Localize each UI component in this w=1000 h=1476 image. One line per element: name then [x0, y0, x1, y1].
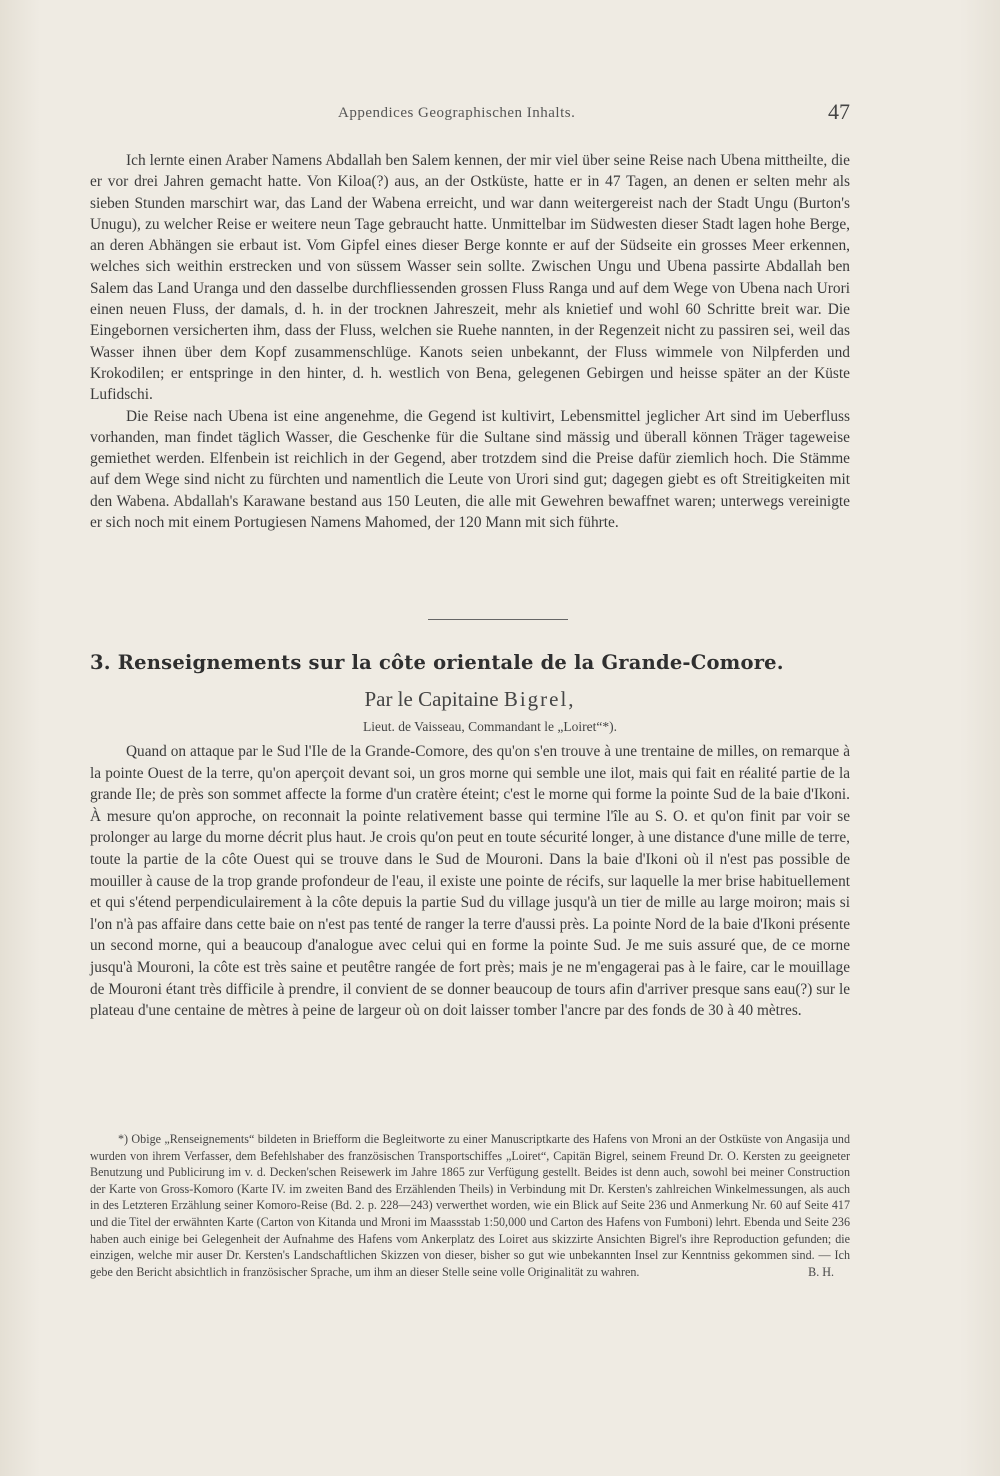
footnote-text: *) Obige „Renseignements“ bildeten in Briefform die Begleitworte zu einer Manuscriptkarte des Hafens von Mroni an der Ostküste von Angasija und wurden von ihrem Verfasser, dem Befehlshaber des französischen Transportschiffes „Loiret“, Capitän Bigrel, seinem Freund Dr. O. Kersten zu geeigneter Benutzung und Publicirung im v. d. Decken'schen Reisewerk im Jahre 1865 zur Verfügung gestellt. Beides ist denn auch, sowohl bei meiner Construction der Karte von Gross-Komoro (Karte IV. im zweiten Band des Erzählenden Theils) in Verbindung mit Dr. Kersten's zahlreichen Winkelmessungen, als auch in des Letzteren Erzählung seiner Komoro-Reise (Bd. 2. p. 228—243) verwerthet worden, wie ein Blick auf Seite 236 und Anmerkung Nr. 60 auf Seite 417 und die Titel der erwähnten Karte (Carton von Kitanda und Mroni im Maassstab 1:50,000 und Carton des Hafens von Fumboni) lehrt. Ebenda und Seite 236 haben auch einige bei Gelegenheit der Aufnahme des Hafens vom Ankerplatz des Loiret aus skizzirte Ansichten Bigrel's ihre Reproduction gefunden; die einzigen, welche mir auser Dr. Kersten's Landschaftlichen Skizzen von dieser, bisher so gut wie unbekannten Insel zur Kenntniss gekommen sind. — Ich gebe den Bericht absichtlich in französischer Sprache, um ihm an dieser Stelle seine volle Originalität zu wahren.: [90, 1132, 850, 1279]
german-text-block: [90, 150, 850, 533]
byline-prefix: Par le Capitaine: [364, 687, 499, 711]
footnote: [90, 1131, 850, 1280]
paragraph: Quand on attaque par le Sud l'Ile de la Grande-Comore, des qu'on s'en trouve à une trentaine de milles, on remarque à la pointe Ouest de la terre, qu'on aperçoit devant soi, un gros morne qui semble une ilot, mais qui fait en réalité partie de la grande Ile; de près son sommet affecte la forme d'un cratère éteint; c'est le morne qui forme la pointe Sud de la baie d'Ikoni. À mesure qu'on approche, on reconnait la pointe relativement basse qui termine l'île au S. O. et qu'on finit par voir se prolonger au large du morne décrit plus haut. Je crois qu'on peut en toute sécurité longer, à une distance d'une mille de terre, toute la partie de la côte Ouest qui se trouve dans le Sud de Mouroni. Dans la baie d'Ikoni où il n'est pas possible de mouiller à cause de la trop grande profondeur de l'eau, il existe une pointe de récifs, sur laquelle la mer brise habituellement et qui s'étend perpendiculairement à la côte depuis la partie Sud du village jusqu'à un tier de mille au large moiron; mais si l'on n'à pas affaire dans cette baie on n'est pas tenté de ranger la terre d'aussi près. La pointe Nord de la baie d'Ikoni présente un second morne, qui a beaucoup d'analogue avec celui qui en forme la pointe Sud. Je me suis assuré que, de ce morne jusqu'à Mouroni, la côte est très saine et peutêtre rangée de fort près; mais je ne m'engagerai pas à le faire, car le mouillage de Mouroni étant très difficile à prendre, il convient de se donner beaucoup de tours afin d'arriver presque sans eau(?) sur le plateau d'une centaine de mètres à peine de largeur où on doit laisser tomber l'ancre par des fonds de 30 à 40 mètres.: [90, 743, 850, 1020]
byline: [90, 687, 850, 712]
french-text-block: [90, 741, 850, 1022]
page-header: [90, 99, 850, 133]
author-rank: Lieut. de Vaisseau, Commandant le „Loiret“*).: [363, 719, 617, 734]
author-name: Bigrel,: [503, 687, 576, 711]
running-head: Appendices Geographischen Inhalts.: [338, 105, 576, 121]
section-divider: [428, 619, 568, 620]
paragraph: Die Reise nach Ubena ist eine angenehme, die Gegend ist kultivirt, Lebensmittel jeglicher Art sind im Ueberfluss vorhanden, man findet täglich Wasser, die Geschenke für die Sultane sind mässig und überall können Träger tageweise gemiethet werden. Elfenbein ist reichlich in der Gegend, aber trotzdem sind die Preise dafür ziemlich hoch. Die Stämme auf dem Wege sind nicht zu fürchten und namentlich die Leute von Urori sind gut; dagegen giebt es oft Streitigkeiten mit den Wabena. Abdallah's Karawane bestand aus 150 Leuten, die alle mit Gewehren bewaffnet waren; unterwegs vereinigte er sich noch mit einem Portugiesen Namens Mahomed, der 120 Mann mit sich führte.: [90, 407, 850, 532]
section-title: 3. Renseignements sur la côte orientale de la Grande-Comore.: [90, 651, 784, 674]
page-number: 47: [828, 99, 850, 124]
paragraph: Ich lernte einen Araber Namens Abdallah ben Salem kennen, der mir viel über seine Reise nach Ubena mittheilte, die er vor drei Jahren gemacht hatte. Von Kiloa(?) aus, an der Ostküste, hatte er in 47 Tagen, an denen er selten mehr als sieben Stunden marschirt war, das Land der Wabena erreicht, und war dann weitergereist nach der Stadt Ungu (Burton's Unugu), zu welcher Reise er weitere neun Tage gebraucht hatte. Unmittelbar im Südwesten dieser Stadt lagen hohe Berge, an deren Abhängen sie erbaut ist. Vom Gipfel eines dieser Berge konnte er auf der Südseite ein grosses Meer erkennen, welches sich weithin erstrecken und von süssem Wasser sein sollte. Zwischen Ungu und Ubena passirte Abdallah ben Salem das Land Uranga und den dasselbe durchfliessenden grossen Fluss Ranga und auf dem Wege von Ubena nach Urori einen neuen Fluss, der damals, d. h. in der trocknen Jahreszeit, mehr als knietief und wohl 60 Schritte breit war. Die Eingebornen versicherten ihm, dass der Fluss, welchen sie Ruehe nannten, in der Regenzeit nicht zu passiren sei, weil das Wasser ihnen über dem Kopf zusammenschlüge. Kanots seien unbekannt, der Fluss wimmele von Nilpferden und Krokodilen; er entspringe in den hinter, d. h. westlich von Bena, gelegenen Gebirgen und heisse später an der Küste Lufidschi.: [90, 152, 850, 404]
footnote-signature: B. H.: [808, 1264, 834, 1279]
